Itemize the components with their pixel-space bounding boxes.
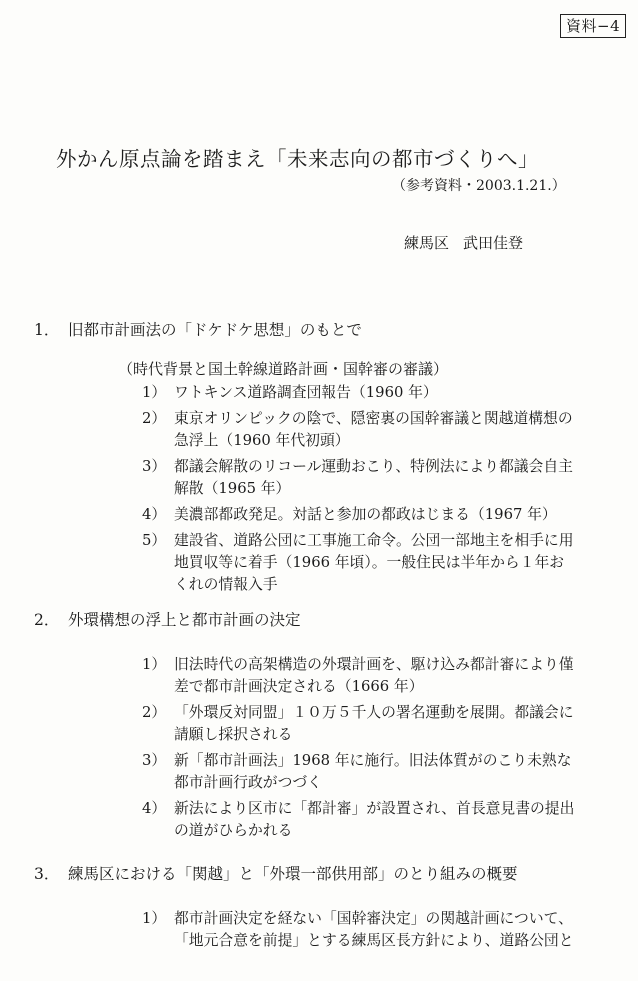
- reference-note: （参考資料・2003.1.21.）: [392, 178, 566, 194]
- item-text: 旧法時代の高架構造の外環計画を、駆け込み都計審により僅差で都市計画決定される（1666 年）: [174, 656, 574, 695]
- item-text: 美濃部都政発足。対話と参加の都政はじまる（1967 年）: [174, 506, 557, 523]
- item-text: ワトキンス道路調査団報告（1960 年）: [174, 384, 438, 401]
- item-number: 1）: [142, 384, 167, 401]
- item-number: 4）: [142, 800, 167, 817]
- item-text: 新法により区市に「都計審」が設置され、首長意見書の提出の道がひらかれる: [174, 800, 575, 839]
- section-2-list: [142, 654, 578, 846]
- list-item: [142, 382, 578, 404]
- list-item: [142, 408, 578, 452]
- author-name: 武田佳登: [463, 234, 524, 252]
- section-3-list: [142, 908, 578, 952]
- item-text: 東京オリンピックの陰で、隠密裏の国幹審議と関越道構想の急浮上（1960 年代初頭）: [174, 410, 573, 449]
- item-text: 「外環反対同盟」１０万５千人の署名運動を展開。都議会に請願し採択される: [174, 704, 574, 743]
- item-text: 都市計画決定を経ない「国幹審決定」の関越計画について、「地元合意を前提」とする練馬区長方針により、道路公団と: [174, 910, 574, 949]
- item-number: 2）: [142, 410, 167, 427]
- list-item: [142, 456, 578, 500]
- author-line: [404, 232, 523, 253]
- document-title: 外かん原点論を踏まえ「未来志向の都市づくりへ」: [56, 147, 539, 171]
- list-item: [142, 750, 578, 794]
- section-number: 3．: [34, 865, 60, 883]
- item-number: 1）: [142, 910, 167, 927]
- section-subheading: （時代背景と国土幹線道路計画・国幹審の審議）: [118, 360, 449, 378]
- list-item: [142, 530, 578, 596]
- section-title: 旧都市計画法の「ドケドケ思想」のもとで: [68, 321, 362, 339]
- list-item: [142, 798, 578, 842]
- section-number: 1．: [34, 321, 60, 339]
- section-heading-1: [34, 318, 362, 340]
- document-tag: 資料−4: [560, 14, 626, 38]
- section-heading-2: [34, 608, 301, 630]
- list-item: [142, 504, 578, 526]
- item-text: 新「都市計画法」1968 年に施行。旧法体質がのこり未熟な都市計画行政がつづく: [174, 752, 572, 791]
- item-number: 1）: [142, 656, 167, 673]
- item-text: 建設省、道路公団に工事施工命令。公団一部地主を相手に用地買収等に着手（1966 年頃）。一般住民は半年から１年おくれの情報入手: [174, 532, 574, 593]
- section-1-list: [142, 382, 578, 600]
- section-heading-3: [34, 862, 518, 884]
- list-item: [142, 654, 578, 698]
- author-ward: 練馬区: [404, 234, 450, 252]
- item-number: 5）: [142, 532, 167, 549]
- list-item: [142, 702, 578, 746]
- item-text: 都議会解散のリコール運動おこり、特例法により都議会自主解散（1965 年）: [174, 458, 573, 497]
- item-number: 3）: [142, 458, 167, 475]
- list-item: [142, 908, 578, 952]
- section-title: 練馬区における「関越」と「外環一部供用部」のとり組みの概要: [68, 865, 518, 883]
- section-number: 2．: [34, 611, 60, 629]
- item-number: 3）: [142, 752, 167, 769]
- item-number: 4）: [142, 506, 167, 523]
- item-number: 2）: [142, 704, 167, 721]
- section-title: 外環構想の浮上と都市計画の決定: [68, 611, 301, 629]
